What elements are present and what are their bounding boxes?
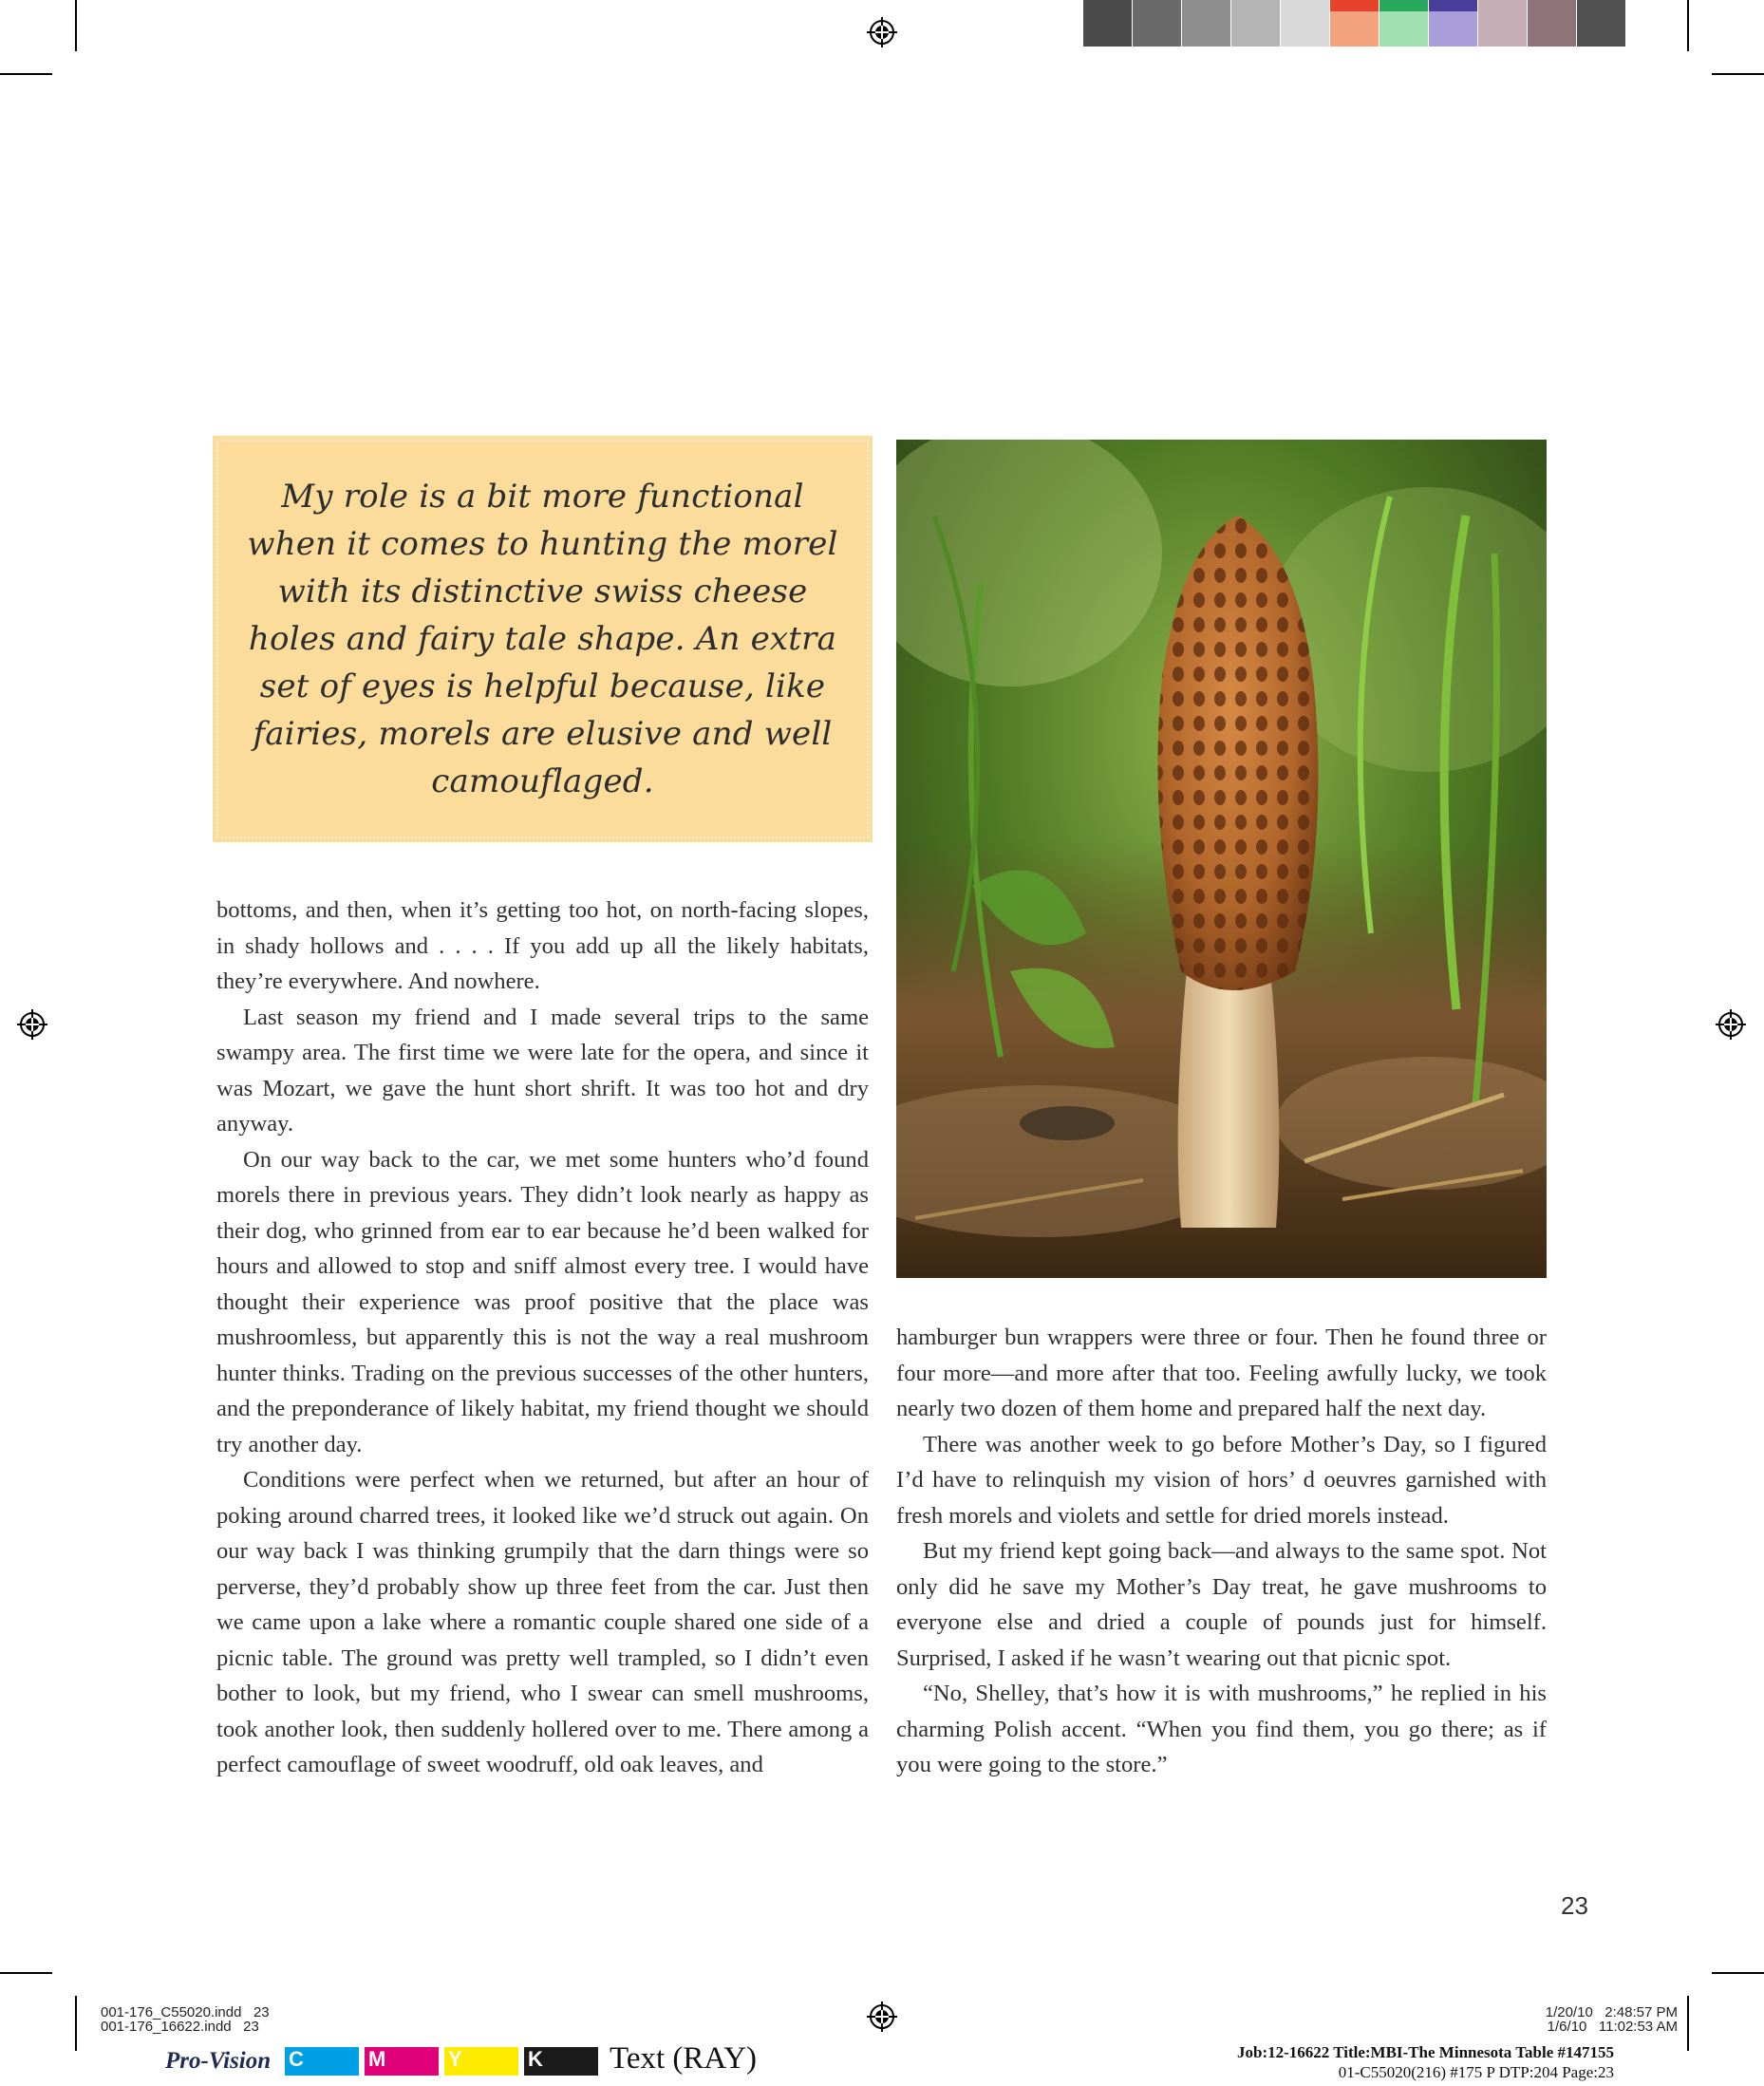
color-swatch xyxy=(1478,0,1527,47)
slug-file-line: 001-176_16622.indd 23 xyxy=(101,2019,259,2035)
color-swatch-band xyxy=(1379,0,1428,11)
pull-quote: My role is a bit more functional when it comes to hunting the morel with its distinctive swiss cheese holes and fairy tale shape. An extra set of eyes is helpful because, like fairies, morels are elusive and well camouflaged. xyxy=(247,478,838,800)
plate-label: Text (RAY) xyxy=(610,2041,758,2076)
registration-target-icon xyxy=(866,16,898,48)
crop-mark xyxy=(75,1996,77,2051)
crop-mark xyxy=(1687,0,1689,51)
color-swatch xyxy=(1281,0,1329,47)
plate-y: Y xyxy=(444,2047,518,2076)
job-info xyxy=(1120,2042,1614,2082)
color-swatch-band xyxy=(1429,0,1477,11)
color-swatch xyxy=(1379,0,1428,47)
paragraph: But my friend kept going back—and always to the same spot. Not only did he save my Mother’s Day treat, he gave mushrooms to everyone else and dried a couple of pounds just for himself. Surprised, I asked if he wasn’t wearing out that picnic spot. xyxy=(896,1538,1547,1671)
job-line: Job:12-16622 Title:MBI-The Minnesota Table #147155 xyxy=(1236,2043,1614,2061)
paragraph: On our way back to the car, we met some hunters who’d found morels there in previous years. They didn’t look nearly as happy as their dog, who grinned from ear to ear because he’d been walked for hours and allowed to stop and sniff almost every tree. I would have thought their experience was proof positive that the place was mushroomless, but apparently this is not the way a real mushroom hunter thinks. Trading on the previous successes of the other hunters, and the preponderance of likely habitat, my friend thought we should try another day. xyxy=(216,1146,869,1457)
crop-mark xyxy=(75,0,77,51)
paragraph: Conditions were perfect when we returned, but after an hour of poking around charred trees, it looked like we’d struck out again. On our way back I was thinking grumpily that the darn things were so perverse, they’d probably show up three feet from the car. Just then we came upon a lake where a romantic couple shared one side of a picnic table. The ground was pretty well trampled, so I didn’t even bother to look, but my friend, who I swear can smell mushrooms, took another look, then suddenly hollered over to me. There among a perfect camouflage of sweet woodruff, old oak leaves, and xyxy=(216,1467,869,1777)
crop-mark xyxy=(0,1972,52,1974)
pro-vision-logo: Pro-Vision xyxy=(165,2048,272,2074)
page-number: 23 xyxy=(1561,1891,1588,1920)
color-swatch xyxy=(1528,0,1576,47)
paragraph: hamburger bun wrappers were three or four. Then he found three or four more—and more after that too. Feeling awfully lucky, we took nearly two dozen of them home and prepared half the next day. xyxy=(896,1325,1547,1421)
slug-date-line: 1/6/10 11:02:53 AM xyxy=(1547,2019,1678,2035)
color-swatch xyxy=(1083,0,1132,47)
plate-c: C xyxy=(285,2047,359,2076)
body-text-right-column xyxy=(896,1320,1547,1783)
color-bar xyxy=(1083,0,1626,47)
body-text-left-column xyxy=(216,893,869,1783)
color-swatch xyxy=(1231,0,1280,47)
color-swatch-band xyxy=(1330,0,1379,11)
registration-target-icon xyxy=(1715,1008,1747,1041)
color-swatch xyxy=(1133,0,1181,47)
paragraph: There was another week to go before Mother’s Day, so I figured I’d have to relinquish my vision of hors’ d oeuvres garnished with fresh morels and violets and settle for dried morels instead. xyxy=(896,1431,1547,1529)
morel-mushroom-photo xyxy=(896,440,1547,1278)
job-line: 01-C55020(216) #175 P DTP:204 Page:23 xyxy=(1338,2063,1614,2081)
paragraph: Last season my friend and I made several trips to the same swampy area. The first time we were late for the opera, and since it was Mozart, we gave the hunt short shrift. It was too hot and dry anyway. xyxy=(216,1004,869,1137)
crop-mark xyxy=(0,73,52,75)
crop-mark xyxy=(1712,1972,1764,1974)
color-swatch xyxy=(1429,0,1477,47)
plate-k: K xyxy=(524,2047,598,2076)
paragraph: bottoms, and then, when it’s getting too hot, on north-facing slopes, in shady hollows and . . . . If you add up all the likely habitats, they’re everywhere. And nowhere. xyxy=(216,897,869,994)
paragraph: “No, Shelley, that’s how it is with mushrooms,” he replied in his charming Polish accent. “When you find them, you go there; as if you were going to the store.” xyxy=(896,1681,1547,1777)
slug-file-info xyxy=(101,2005,270,2034)
crop-mark xyxy=(1712,73,1764,75)
color-swatch xyxy=(1330,0,1379,47)
pull-quote-box xyxy=(216,440,869,838)
color-swatch xyxy=(1182,0,1230,47)
registration-target-icon xyxy=(866,2001,898,2033)
registration-target-icon xyxy=(16,1008,48,1041)
slug-file-line: 001-176_C55020.indd 23 xyxy=(101,2004,270,2020)
plate-m: M xyxy=(365,2047,439,2076)
crop-mark xyxy=(1687,1996,1689,2051)
slug-date-line: 1/20/10 2:48:57 PM xyxy=(1545,2004,1678,2020)
slug-date-info xyxy=(1481,2005,1678,2034)
color-swatch xyxy=(1577,0,1625,47)
